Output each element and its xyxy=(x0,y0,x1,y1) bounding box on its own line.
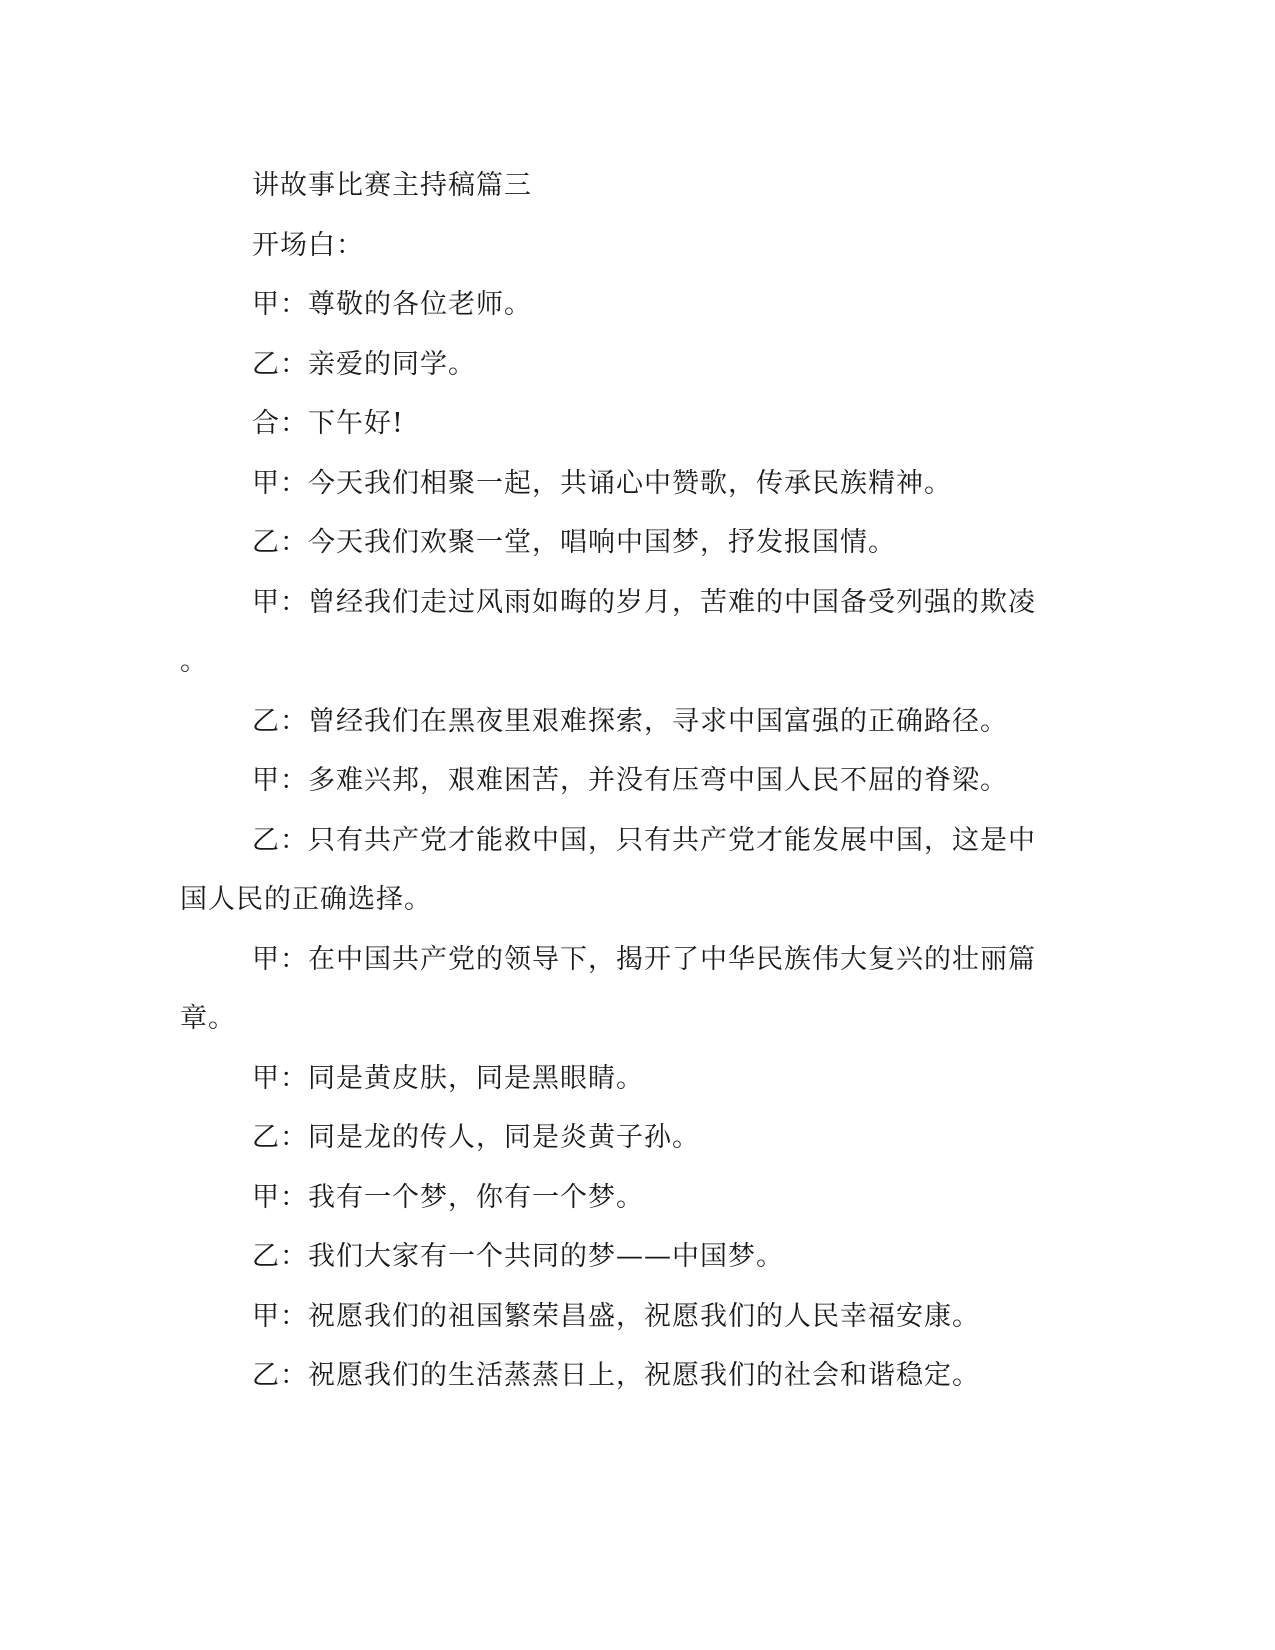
paragraph-line: 乙：只有共产党才能救中国，只有共产党才能发展中国，这是中 xyxy=(252,824,1036,856)
paragraph-line: 甲：同是黄皮肤，同是黑眼睛。 xyxy=(252,1062,644,1094)
paragraph-continuation: 。 xyxy=(180,646,208,677)
paragraph-line: 甲：祝愿我们的祖国繁荣昌盛，祝愿我们的人民幸福安康。 xyxy=(252,1300,980,1332)
paragraph-line: 乙：我们大家有一个共同的梦——中国梦。 xyxy=(252,1241,784,1272)
paragraph-line: 乙：祝愿我们的生活蒸蒸日上，祝愿我们的社会和谐稳定。 xyxy=(252,1360,980,1391)
paragraph-line: 甲：在中国共产党的领导下，揭开了中华民族伟大复兴的壮丽篇 xyxy=(252,943,1036,975)
paragraph-line: 甲：多难兴邦，艰难困苦，并没有压弯中国人民不屈的脊梁。 xyxy=(252,765,1008,796)
document-title: 讲故事比赛主持稿篇三 xyxy=(252,170,532,201)
paragraph-line: 开场白： xyxy=(252,229,364,261)
paragraph-line: 乙：今天我们欢聚一堂，唱响中国梦，抒发报国情。 xyxy=(252,527,896,558)
paragraph-line: 合：下午好! xyxy=(252,408,404,439)
paragraph-line: 甲：今天我们相聚一起，共诵心中赞歌，传承民族精神。 xyxy=(252,467,952,499)
paragraph-continuation: 章。 xyxy=(180,1003,236,1034)
paragraph-line: 乙：亲爱的同学。 xyxy=(252,348,476,380)
paragraph-line: 乙：同是龙的传人，同是炎黄子孙。 xyxy=(252,1122,700,1153)
document-body xyxy=(180,156,1040,1406)
paragraph-continuation: 国人民的正确选择。 xyxy=(180,884,432,915)
paragraph-line: 甲：我有一个梦，你有一个梦。 xyxy=(252,1181,644,1213)
paragraph-line: 甲：尊敬的各位老师。 xyxy=(252,289,532,320)
paragraph-line: 甲：曾经我们走过风雨如晦的岁月，苦难的中国备受列强的欺凌 xyxy=(252,586,1036,618)
paragraph-line: 乙：曾经我们在黑夜里艰难探索，寻求中国富强的正确路径。 xyxy=(252,705,1008,737)
